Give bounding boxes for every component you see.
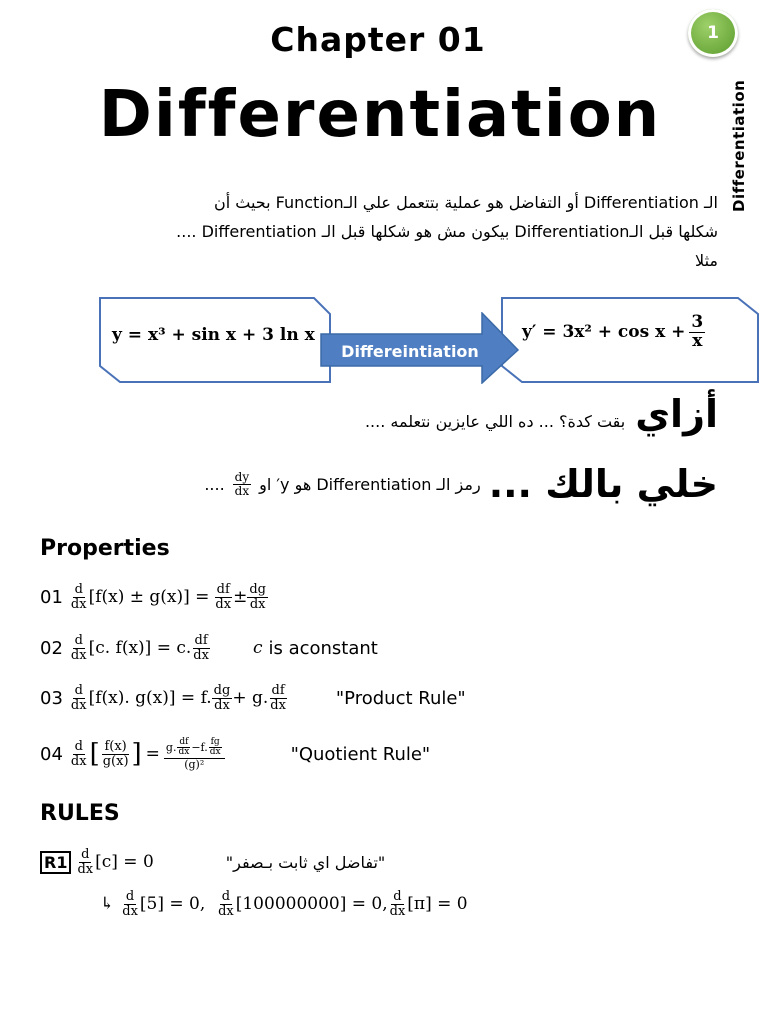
intro-line-1: الـ Differentiation أو التفاضل هو عملية بتتعمل علي الـFunction بحيث أن [213, 193, 718, 212]
property-02: 02 $\frac{d}{dx}$ [c. f(x)] = c. $\frac{df}{dx}$ c is aconstant [40, 633, 378, 663]
chapter-label: Chapter 01 [270, 20, 486, 59]
property-number: 03 [40, 687, 63, 709]
property-number: 01 [40, 586, 63, 608]
input-equation: y = x³ + sin x + 3 ln x [112, 325, 315, 345]
property-02-note: is aconstant [268, 637, 378, 659]
question-heading: أزاي [635, 392, 718, 436]
properties-heading: Properties [40, 536, 170, 561]
property-04: 04 $\frac{d}{dx}$ [ $\frac{f(x)}{g(x)}$ ] = g. $\frac{df}{dx}$ −f. $\frac{fg}{dx}$ (g)² "Quotient Rule" [40, 737, 431, 771]
intro-line-2: شكلها قبل الـDifferentiation بيكون مش هو شكلها قبل الـ Differentiation .... [176, 222, 718, 241]
question-line [365, 392, 718, 436]
arrow-label: Differeintiation [341, 341, 479, 361]
remember-heading: خلي بالك ... [488, 462, 718, 506]
output-fraction-num: 3 [691, 312, 704, 332]
dy-dx-num: dy [234, 469, 250, 484]
property-number: 04 [40, 743, 63, 765]
rule-r1-note: "تفاضل اي ثابت بـصفر" [225, 852, 386, 872]
rule-r1-examples: ↳ $\frac{d}{dx}$ [5] = 0, $\frac{d}{dx}$ [100000000] = 0, $\frac{d}{dx}$ [π] = 0 [100, 889, 468, 919]
page-number-badge: 1 [688, 9, 738, 57]
rule-r1: R1 $\frac{d}{dx}$ [c] = 0 "تفاضل اي ثابت بـصفر" [40, 848, 385, 876]
dy-dx-fraction [233, 471, 251, 497]
dy-dx-den: dx [234, 483, 250, 498]
rules-heading: RULES [40, 801, 120, 826]
output-equation-lhs: y′ = 3x² + cos x + [522, 322, 686, 343]
page-title: Differentiation [98, 78, 662, 152]
quotient-rule-note: "Quotient Rule" [290, 743, 431, 765]
property-03: 03 $\frac{d}{dx}$ [f(x). g(x)] = f. $\frac{dg}{dx}$ + g. $\frac{df}{dx}$ "Product Rule" [40, 683, 466, 713]
intro-line-3: مثلا [695, 251, 718, 270]
output-fraction [689, 314, 705, 351]
question-text: بقت كدة؟ ... ده اللي عايزين نتعلمه .... [364, 412, 626, 431]
property-number: 02 [40, 637, 63, 659]
output-equation [522, 314, 705, 351]
property-01: 01 $\frac{d}{dx}$ [f(x) ± g(x)] = $\frac{df}{dx}$ ± $\frac{dg}{dx}$ [40, 582, 266, 612]
remember-line [204, 462, 718, 506]
remember-text: رمز الـ Differentiation هو y′ او [259, 474, 481, 494]
rule-r1-label: R1 [40, 851, 71, 874]
product-rule-note: "Product Rule" [335, 687, 466, 709]
remember-ellipsis: .... [204, 474, 225, 494]
intro-paragraph [60, 188, 718, 275]
output-fraction-den: x [692, 330, 703, 351]
constant-symbol: c [252, 638, 263, 659]
side-label: Differentiation [730, 79, 748, 212]
return-arrow-icon: ↳ [100, 894, 115, 915]
